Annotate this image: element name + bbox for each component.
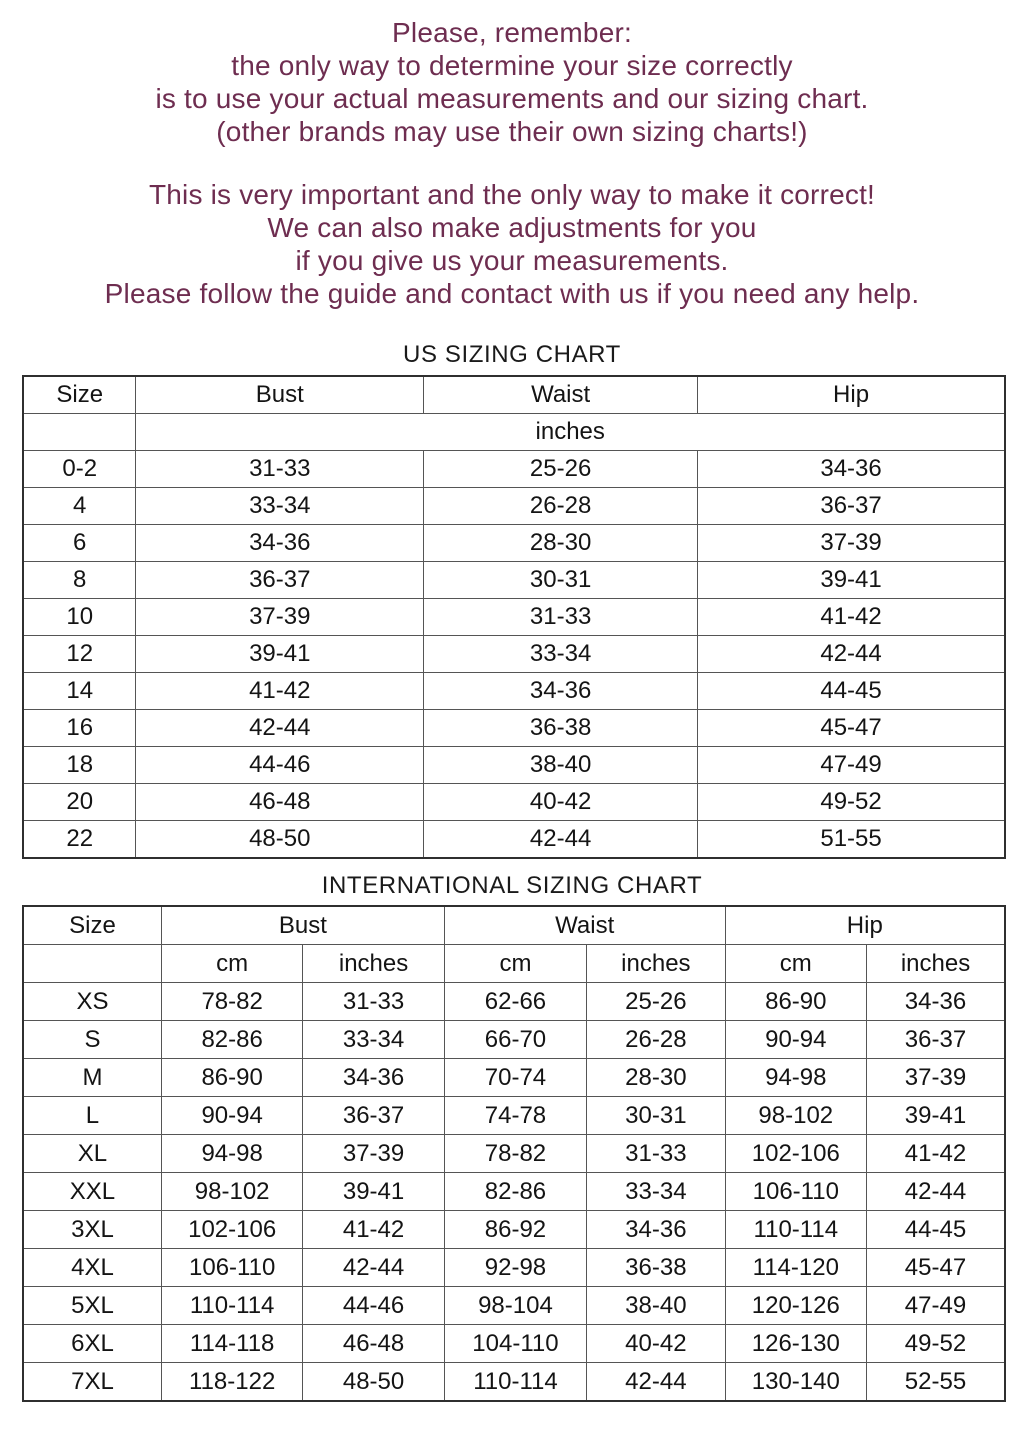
table-cell-waist_in: 28-30: [587, 1059, 725, 1097]
table-cell-waist: 28-30: [424, 525, 698, 562]
table-cell-hip: 49-52: [698, 784, 1005, 821]
table-cell-hip_in: 45-47: [867, 1249, 1006, 1287]
table-cell-bust_cm: 102-106: [161, 1211, 302, 1249]
intl-unit-hip-cm: cm: [725, 945, 866, 983]
table-cell-bust_cm: 118-122: [161, 1363, 302, 1402]
table-cell-bust_in: 42-44: [303, 1249, 444, 1287]
table-row: [23, 1097, 1005, 1135]
table-cell-hip_in: 39-41: [867, 1097, 1006, 1135]
table-cell-bust_cm: 98-102: [161, 1173, 302, 1211]
table-row: [23, 1287, 1005, 1325]
table-cell-bust: 34-36: [136, 525, 424, 562]
table-cell-size: L: [23, 1097, 161, 1135]
table-cell-bust_in: 44-46: [303, 1287, 444, 1325]
table-cell-hip: 42-44: [698, 636, 1005, 673]
table-cell-waist: 26-28: [424, 488, 698, 525]
intro-paragraph-2: [0, 178, 1024, 310]
intro-line: Please follow the guide and contact with us if you need any help.: [104, 278, 920, 309]
table-cell-waist_cm: 98-104: [444, 1287, 586, 1325]
table-row: [23, 1249, 1005, 1287]
intl-unit-waist-inches: inches: [587, 945, 725, 983]
intro-line: We can also make adjustments for you: [267, 212, 757, 243]
table-cell-waist_cm: 78-82: [444, 1135, 586, 1173]
table-cell-size: 18: [23, 747, 136, 784]
table-row: [23, 1059, 1005, 1097]
table-cell-size: 6: [23, 525, 136, 562]
table-cell-size: 5XL: [23, 1287, 161, 1325]
intl-unit-bust-cm: cm: [161, 945, 302, 983]
table-cell-size: 14: [23, 673, 136, 710]
table-cell-size: 10: [23, 599, 136, 636]
table-cell-bust: 41-42: [136, 673, 424, 710]
table-cell-hip_cm: 110-114: [725, 1211, 866, 1249]
table-row: [23, 451, 1005, 488]
table-cell-hip_in: 47-49: [867, 1287, 1006, 1325]
international-sizing-table: [22, 905, 1006, 1402]
us-table-header-row: [23, 376, 1005, 414]
table-cell-size: M: [23, 1059, 161, 1097]
table-cell-bust_in: 33-34: [303, 1021, 444, 1059]
table-row: [23, 636, 1005, 673]
table-cell-bust_cm: 82-86: [161, 1021, 302, 1059]
table-row: [23, 599, 1005, 636]
table-cell-bust_cm: 90-94: [161, 1097, 302, 1135]
intro-text: [0, 0, 1024, 310]
intl-table-body: [23, 983, 1005, 1402]
table-cell-waist_cm: 70-74: [444, 1059, 586, 1097]
intl-col-size: Size: [23, 906, 161, 945]
table-cell-hip_cm: 114-120: [725, 1249, 866, 1287]
table-cell-bust: 31-33: [136, 451, 424, 488]
table-cell-waist_cm: 66-70: [444, 1021, 586, 1059]
us-col-hip: Hip: [698, 376, 1005, 414]
table-cell-hip_in: 42-44: [867, 1173, 1006, 1211]
table-cell-hip_cm: 106-110: [725, 1173, 866, 1211]
table-row: [23, 821, 1005, 859]
intro-line: (other brands may use their own sizing charts!): [216, 116, 808, 147]
table-cell-bust_in: 34-36: [303, 1059, 444, 1097]
table-cell-hip_in: 52-55: [867, 1363, 1006, 1402]
table-cell-hip_cm: 94-98: [725, 1059, 866, 1097]
table-row: [23, 525, 1005, 562]
table-cell-bust_cm: 86-90: [161, 1059, 302, 1097]
table-cell-bust_in: 48-50: [303, 1363, 444, 1402]
table-row: [23, 673, 1005, 710]
table-cell-waist_in: 30-31: [587, 1097, 725, 1135]
table-cell-bust_in: 36-37: [303, 1097, 444, 1135]
us-col-waist: Waist: [424, 376, 698, 414]
table-cell-hip: 41-42: [698, 599, 1005, 636]
table-cell-bust_in: 31-33: [303, 983, 444, 1021]
table-cell-size: 16: [23, 710, 136, 747]
table-cell-waist: 38-40: [424, 747, 698, 784]
intro-line: if you give us your measurements.: [295, 245, 729, 276]
table-cell-waist: 34-36: [424, 673, 698, 710]
table-cell-waist: 33-34: [424, 636, 698, 673]
table-cell-waist_in: 42-44: [587, 1363, 725, 1402]
table-cell-hip_in: 34-36: [867, 983, 1006, 1021]
table-cell-hip_in: 36-37: [867, 1021, 1006, 1059]
table-cell-bust: 44-46: [136, 747, 424, 784]
table-cell-hip_in: 37-39: [867, 1059, 1006, 1097]
table-row: [23, 747, 1005, 784]
us-sizing-table: [22, 375, 1006, 859]
table-row: [23, 1363, 1005, 1402]
table-cell-bust: 36-37: [136, 562, 424, 599]
table-cell-hip_cm: 120-126: [725, 1287, 866, 1325]
table-cell-waist_in: 40-42: [587, 1325, 725, 1363]
intl-table-header-row: [23, 906, 1005, 945]
table-row: [23, 1325, 1005, 1363]
table-cell-waist_in: 25-26: [587, 983, 725, 1021]
table-cell-size: 7XL: [23, 1363, 161, 1402]
table-cell-waist_in: 36-38: [587, 1249, 725, 1287]
table-row: [23, 1021, 1005, 1059]
us-col-size: Size: [23, 376, 136, 414]
us-chart-title: US SIZING CHART: [403, 341, 621, 368]
table-cell-bust: 37-39: [136, 599, 424, 636]
table-cell-bust_in: 41-42: [303, 1211, 444, 1249]
table-cell-waist: 42-44: [424, 821, 698, 859]
intl-col-hip: Hip: [725, 906, 1005, 945]
intl-unit-hip-inches: inches: [867, 945, 1006, 983]
table-cell-hip_cm: 102-106: [725, 1135, 866, 1173]
table-cell-waist_cm: 62-66: [444, 983, 586, 1021]
table-cell-bust: 46-48: [136, 784, 424, 821]
table-cell-hip_in: 49-52: [867, 1325, 1006, 1363]
us-unit-label: inches: [136, 414, 1005, 451]
intl-col-waist: Waist: [444, 906, 725, 945]
table-cell-bust_cm: 110-114: [161, 1287, 302, 1325]
table-cell-waist_in: 26-28: [587, 1021, 725, 1059]
table-cell-hip: 37-39: [698, 525, 1005, 562]
us-col-bust: Bust: [136, 376, 424, 414]
table-cell-hip_cm: 98-102: [725, 1097, 866, 1135]
table-cell-bust_cm: 94-98: [161, 1135, 302, 1173]
table-cell-size: 6XL: [23, 1325, 161, 1363]
table-cell-hip: 36-37: [698, 488, 1005, 525]
table-cell-hip: 47-49: [698, 747, 1005, 784]
table-row: [23, 1211, 1005, 1249]
table-cell-size: XL: [23, 1135, 161, 1173]
table-cell-waist_cm: 86-92: [444, 1211, 586, 1249]
table-row: [23, 488, 1005, 525]
table-row: [23, 710, 1005, 747]
intl-col-bust: Bust: [161, 906, 444, 945]
us-table-unit-row: [23, 414, 1005, 451]
intro-line: is to use your actual measurements and our sizing chart.: [155, 83, 869, 114]
international-chart-title: INTERNATIONAL SIZING CHART: [321, 872, 703, 899]
table-cell-waist: 40-42: [424, 784, 698, 821]
table-cell-bust_in: 37-39: [303, 1135, 444, 1173]
intl-unit-bust-inches: inches: [303, 945, 444, 983]
table-cell-hip_cm: 90-94: [725, 1021, 866, 1059]
table-cell-hip_in: 41-42: [867, 1135, 1006, 1173]
table-cell-size: XXL: [23, 1173, 161, 1211]
table-cell-hip: 39-41: [698, 562, 1005, 599]
table-cell-waist: 36-38: [424, 710, 698, 747]
table-cell-waist_cm: 74-78: [444, 1097, 586, 1135]
table-cell-bust_in: 39-41: [303, 1173, 444, 1211]
table-cell-bust: 39-41: [136, 636, 424, 673]
intro-line: This is very important and the only way to make it correct!: [148, 179, 876, 210]
table-cell-waist_in: 33-34: [587, 1173, 725, 1211]
intl-unit-waist-cm: cm: [444, 945, 586, 983]
table-cell-bust_cm: 78-82: [161, 983, 302, 1021]
table-cell-bust: 42-44: [136, 710, 424, 747]
intro-line: the only way to determine your size correctly: [231, 50, 793, 81]
table-cell-bust_in: 46-48: [303, 1325, 444, 1363]
table-cell-hip: 44-45: [698, 673, 1005, 710]
table-row: [23, 1173, 1005, 1211]
table-cell-bust: 48-50: [136, 821, 424, 859]
table-cell-size: 22: [23, 821, 136, 859]
table-cell-size: 3XL: [23, 1211, 161, 1249]
us-table-body: [23, 451, 1005, 859]
table-cell-waist_in: 38-40: [587, 1287, 725, 1325]
table-cell-waist_in: 31-33: [587, 1135, 725, 1173]
table-cell-size: 20: [23, 784, 136, 821]
table-cell-waist: 25-26: [424, 451, 698, 488]
table-cell-waist: 31-33: [424, 599, 698, 636]
table-cell-bust_cm: 106-110: [161, 1249, 302, 1287]
table-cell-waist_in: 34-36: [587, 1211, 725, 1249]
table-cell-waist: 30-31: [424, 562, 698, 599]
table-cell-hip: 51-55: [698, 821, 1005, 859]
table-cell-waist_cm: 92-98: [444, 1249, 586, 1287]
table-cell-size: 12: [23, 636, 136, 673]
table-cell-bust: 33-34: [136, 488, 424, 525]
table-row: [23, 983, 1005, 1021]
table-cell-size: XS: [23, 983, 161, 1021]
intl-table-unit-row: [23, 945, 1005, 983]
table-row: [23, 784, 1005, 821]
intro-line: Please, remember:: [392, 17, 632, 48]
table-cell-size: S: [23, 1021, 161, 1059]
intl-unit-empty-cell: [23, 945, 161, 983]
table-cell-bust_cm: 114-118: [161, 1325, 302, 1363]
table-cell-hip_cm: 86-90: [725, 983, 866, 1021]
table-cell-hip_cm: 126-130: [725, 1325, 866, 1363]
table-cell-size: 8: [23, 562, 136, 599]
table-cell-hip: 45-47: [698, 710, 1005, 747]
table-cell-waist_cm: 104-110: [444, 1325, 586, 1363]
us-unit-empty-cell: [23, 414, 136, 451]
intro-paragraph-1: [0, 16, 1024, 148]
table-row: [23, 1135, 1005, 1173]
table-cell-waist_cm: 110-114: [444, 1363, 586, 1402]
table-cell-hip_in: 44-45: [867, 1211, 1006, 1249]
table-cell-hip_cm: 130-140: [725, 1363, 866, 1402]
table-cell-size: 4XL: [23, 1249, 161, 1287]
table-row: [23, 562, 1005, 599]
table-cell-waist_cm: 82-86: [444, 1173, 586, 1211]
table-cell-hip: 34-36: [698, 451, 1005, 488]
table-cell-size: 4: [23, 488, 136, 525]
table-cell-size: 0-2: [23, 451, 136, 488]
